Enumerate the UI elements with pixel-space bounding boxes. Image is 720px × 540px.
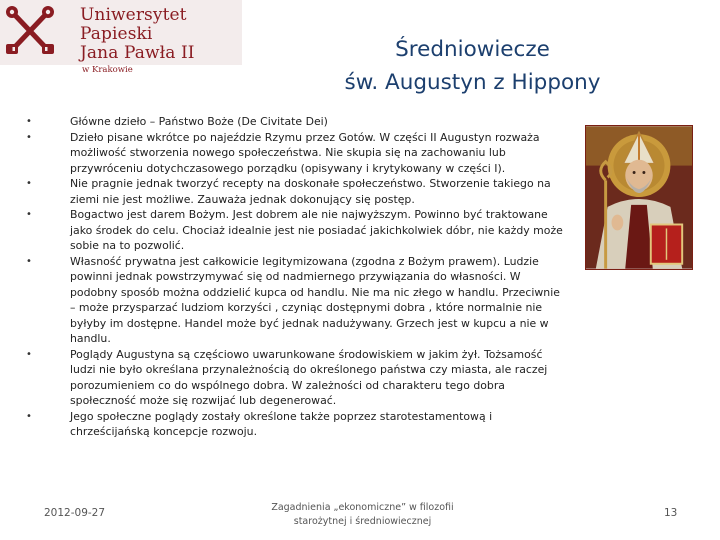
bullet-text-line: Bogactwo jest darem Bożym. Jest dobrem ale nie najwyższym. Powinno być traktowane [70,208,548,221]
logo-line-1: Uniwersytet Papieski [80,5,187,44]
title-line-2: św. Augustyn z Hippony [344,70,601,95]
bullet-item [26,207,578,254]
bullet-marker: • [26,348,32,360]
bullet-item [26,347,578,409]
bullet-text-line: Dzieło pisane wkrótce po najeździe Rzymu przez Gotów. W części II Augustyn rozważa [70,130,540,144]
bullet-text-line: podobny sposób można oddzielić kupca od handlu. Nie ma nic złego w handlu. Przeciwnie [70,285,560,299]
bullet-marker: • [26,178,32,189]
footer-course-title [255,501,470,529]
bullet-text-line: sobie na to pozwolić. [70,239,185,252]
bullet-text-line: Własność prywatna jest całkowicie legitymizowana (zgodna z Bożym prawem). Ludzie [70,254,539,268]
university-logo [0,0,242,75]
bullet-item [26,254,578,347]
bullet-item [26,409,578,440]
footer-course-title-line-1: Zagadnienia „ekonomiczne” w filozofii [271,502,454,513]
bullet-marker: • [26,410,32,422]
bullet-item [26,114,578,130]
title-line-1: Średniowiecze [395,37,550,62]
bullet-text-line: ziemi nie jest możliwe. Zauważa jednak dokonujący się postęp. [70,192,415,206]
slide-title [300,33,645,99]
footer-course-title-line-2: starożytnej i średniowiecznej [293,516,432,527]
bullet-item [26,130,578,177]
bullet-marker: • [26,131,32,143]
bullet-text-line: chrześcijańską koncepcje rozwoju. [70,425,258,438]
page-number: 13 [664,507,678,519]
bullet-text-line: Poglądy Augustyna są częściowo uwarunkowane środowiskiem w jakim żył. Tożsamość [70,347,543,361]
bullet-text-line: przywróceniu dotychczasowego porządku (opisywany i krytykowany w części I). [70,161,506,175]
logo-text [80,6,242,76]
bullet-text-line: możliwość stworzenia nowego społeczeństwa. Nie skupia się na zachowaniu lub [70,146,506,159]
bullet-text-line: – może przysparzać ludziom korzyści , czyniąc dostępnymi dobra , które normalnie nie [70,301,543,314]
bullet-text-line: Nie pragnie jednak tworzyć recepty na doskonałe społeczeństwo. Stworzenie takiego na [70,177,551,190]
bullet-marker: • [26,116,32,127]
bullet-text-line: Jego społeczne poglądy zostały określone także poprzez starotestamentową i [70,409,493,423]
bullet-text-line: handlu. [70,332,111,345]
logo-line-2: Jana Pawła II [80,43,195,63]
bullet-marker: • [26,209,32,220]
crossed-keys-icon [4,4,56,58]
bullet-text-line: ludzi nie było określana przynależnością do określonego państwa czy miasta, ale raczej [70,363,548,376]
bullet-text-line: porozumieniem co do wspólnego dobra. W zależności od charakteru tego dobra [70,378,505,392]
bullet-text-line: społeczność może się rozwijać lub degenerować. [70,394,337,407]
portrait-image [585,125,693,270]
logo-line-3: w Krakowie [82,65,133,75]
bullet-list [26,114,578,440]
bullet-text-line: Główne dzieło – Państwo Boże (De Civitate Dei) [70,115,328,128]
bullet-text-line: powinni jednak powstrzymywać się od nadmiernego przywiązania do własności. W [70,270,521,283]
bullet-text-line: byłyby im dostępne. Handel może być jednak nadużywany. Grzech jest w kupcu a nie w [70,316,549,330]
footer-date: 2012-09-27 [44,507,106,519]
bullet-item [26,176,578,207]
bullet-marker: • [26,255,32,267]
bullet-text-line: jako środek do celu. Chociaż idealnie jest nie posiadać jakichkolwiek dóbr, nie każdy może [70,223,563,237]
